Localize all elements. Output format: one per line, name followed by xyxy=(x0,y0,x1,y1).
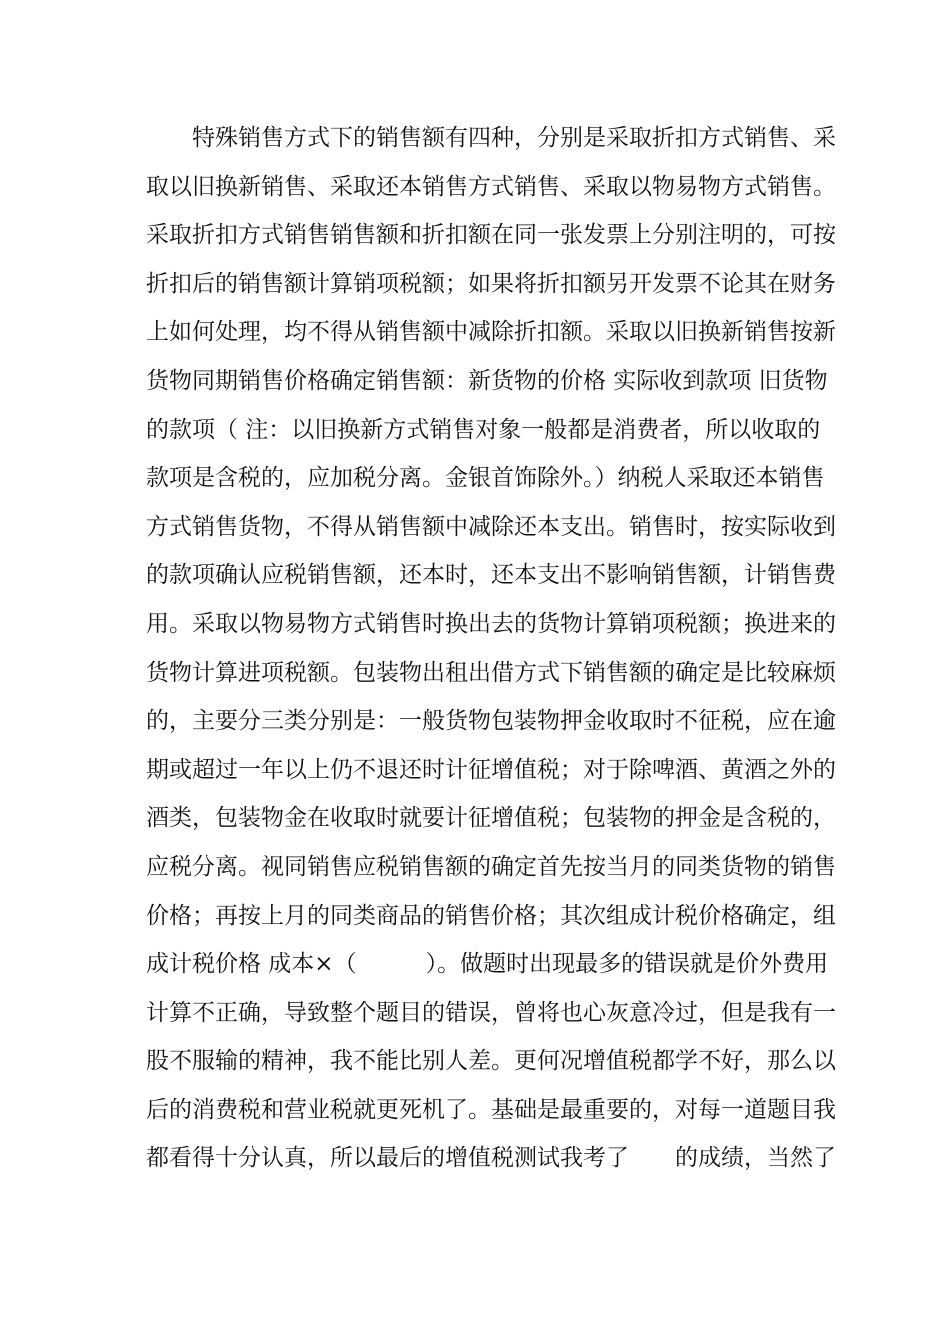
text-line: 应税分离。视同销售应税销售额的确定首先按当月的同类货物的销售 xyxy=(146,853,836,880)
text-line: 期或超过一年以上仍不退还时计征增值税；对于除啤酒、黄酒之外的 xyxy=(146,756,836,783)
text-line: 上如何处理，均不得从销售额中减除折扣额。采取以旧换新销售按新 xyxy=(146,319,836,346)
text-line: 折扣后的销售额计算销项税额；如果将折扣额另开发票不论其在财务 xyxy=(146,270,836,297)
text-line: 款项是含税的，应加税分离。金银首饰除外。）纳税人采取还本销售 xyxy=(146,465,825,492)
text-line: 方式销售货物，不得从销售额中减除还本支出。销售时，按实际收到 xyxy=(146,513,836,540)
text-line: 成计税价格 成本×（ ）。做题时出现最多的错误就是价外费用 xyxy=(146,951,829,978)
text-line: 的，主要分三类分别是：一般货物包装物押金收取时不征税，应在逾 xyxy=(146,708,836,735)
text-line: 的款项（ 注：以旧换新方式销售对象一般都是消费者，所以收取的 xyxy=(146,416,821,443)
text-line: 酒类，包装物金在收取时就要计征增值税；包装物的押金是含税的， xyxy=(146,805,836,832)
body-paragraph xyxy=(146,114,836,1183)
text-line: 价格；再按上月的同类商品的销售价格；其次组成计税价格确定，组 xyxy=(146,902,836,929)
text-line: 货物计算进项税额。包装物出租出借方式下销售额的确定是比较麻烦 xyxy=(146,659,836,686)
text-line: 计算不正确，导致整个题目的错误，曾将也心灰意冷过，但是我有一 xyxy=(146,999,836,1026)
text-line: 特殊销售方式下的销售额有四种，分别是采取折扣方式销售、采 xyxy=(146,125,836,151)
text-line: 货物同期销售价格确定销售额：新货物的价格 实际收到款项 旧货物 xyxy=(146,367,828,394)
text-line: 都看得十分认真，所以最后的增值税测试我考了 的成绩，当然了 xyxy=(146,1145,836,1172)
text-line: 后的消费税和营业税就更死机了。基础是最重要的，对每一道题目我 xyxy=(146,1096,836,1123)
text-line: 的款项确认应税销售额，还本时，还本支出不影响销售额，计销售费 xyxy=(146,562,836,589)
text-line: 采取折扣方式销售销售额和折扣额在同一张发票上分别注明的，可按 xyxy=(146,222,836,249)
text-line: 用。采取以物易物方式销售时换出去的货物计算销项税额；换进来的 xyxy=(146,610,836,637)
text-line: 股不服输的精神，我不能比别人差。更何况增值税都学不好，那么以 xyxy=(146,1048,836,1075)
text-line: 取以旧换新销售、采取还本销售方式销售、采取以物易物方式销售。 xyxy=(146,173,836,200)
